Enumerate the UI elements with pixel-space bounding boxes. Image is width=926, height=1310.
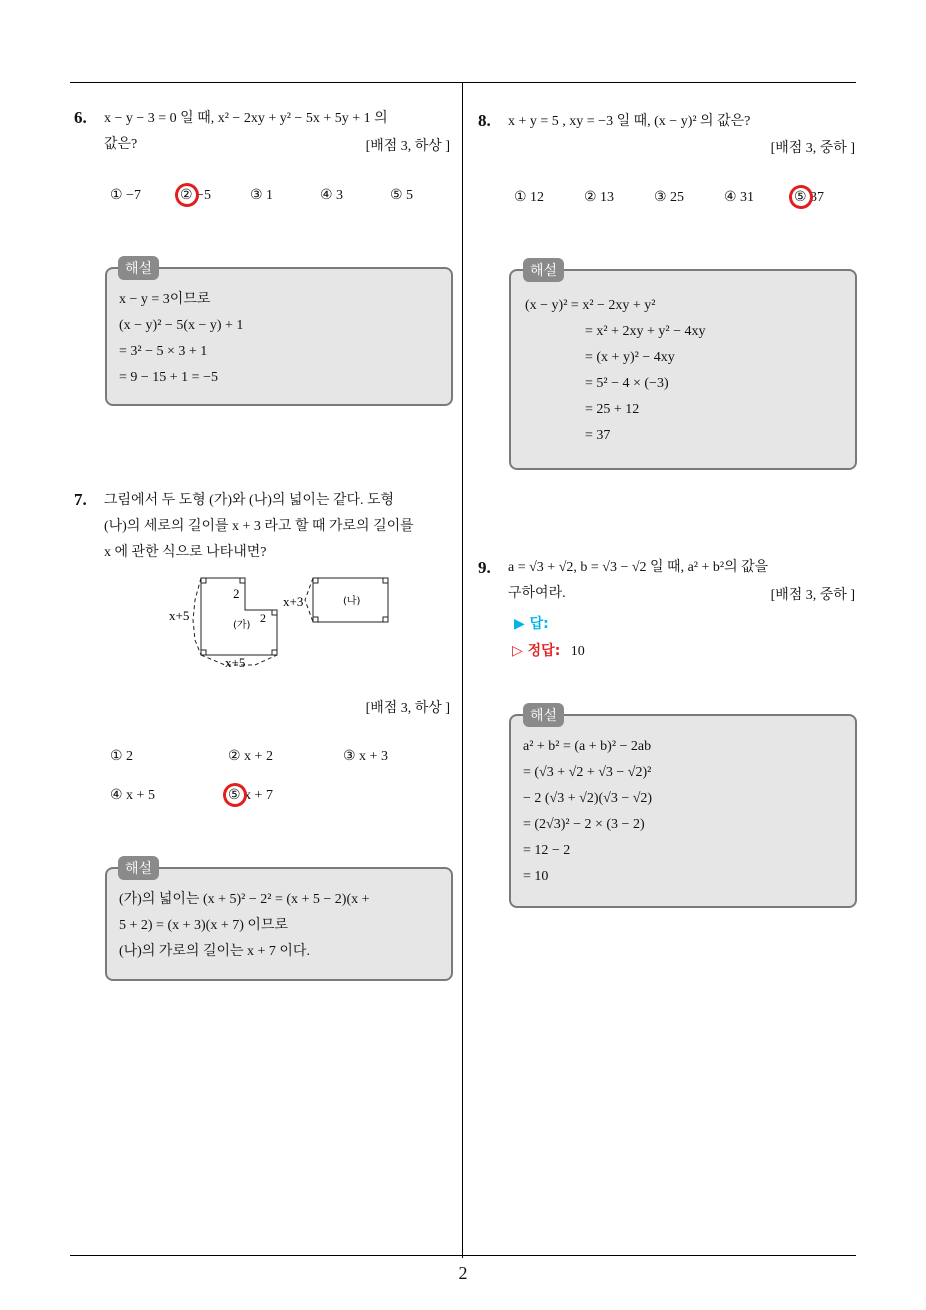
choice-3[interactable]: ③ x + 3: [343, 749, 388, 764]
question-line: x 에 관한 식으로 나타내면?: [104, 545, 267, 560]
solution-box: [509, 714, 857, 908]
solution-lines: [525, 293, 705, 449]
choice-4[interactable]: ④ 31: [724, 190, 755, 205]
question-line: a = √3 + √2, b = √3 − √2 일 때, a² + b²의 값을: [508, 560, 769, 575]
solution-box: [509, 269, 857, 470]
choice-3[interactable]: ③ 25: [654, 190, 685, 205]
solution-line: = 12 − 2: [523, 843, 571, 858]
choice-1[interactable]: ① 12: [514, 190, 545, 205]
choice-4[interactable]: ④ 3: [320, 188, 344, 203]
score-label: [배점 3, 중하 ]: [770, 141, 855, 156]
question-line: x + y = 5 , xy = −3 일 때, (x − y)² 의 값은?: [508, 114, 751, 129]
choice-2[interactable]: ② −5: [180, 188, 211, 203]
score-label: [배점 3, 하상 ]: [365, 701, 450, 716]
solution-line: = 3² − 5 × 3 + 1: [119, 344, 208, 359]
choice-2[interactable]: ② 13: [584, 190, 615, 205]
solution-line: = 37: [585, 428, 611, 443]
top-rule: [70, 82, 856, 83]
notch-label: 2: [233, 586, 240, 601]
solution-line: (나)의 가로의 길이는 x + 7 이다.: [119, 944, 310, 959]
question-text: [104, 488, 454, 566]
solution-lines: [119, 887, 370, 965]
solution-line: − 2 (√3 + √2)(√3 − √2): [523, 791, 653, 806]
question-number: 6.: [74, 108, 87, 127]
left-dimension-arc: [193, 578, 201, 655]
notch-label-2: 2: [260, 611, 266, 625]
question-text: [508, 109, 858, 135]
solution-line: (x − y)² − 5(x − y) + 1: [119, 318, 244, 333]
bottom-rule: [70, 1255, 856, 1256]
selected-answer-mark: [786, 182, 817, 213]
choice-4[interactable]: ④ x + 5: [110, 788, 155, 803]
solution-line: = 10: [523, 869, 549, 884]
solution-label: 해설: [118, 256, 159, 280]
question-line: 구하여라.: [508, 586, 566, 601]
question-line: (나)의 세로의 길이를 x + 3 라고 할 때 가로의 길이를: [104, 519, 414, 534]
solution-label: 해설: [118, 856, 159, 880]
question-line: 값은?: [104, 137, 138, 152]
correct-answer: [512, 640, 585, 660]
solution-box: [105, 867, 453, 981]
choice-1[interactable]: ① −7: [110, 188, 141, 203]
answer-input-label[interactable]: ▶ 답:: [514, 616, 549, 632]
choice-5[interactable]: ⑤ 37: [794, 190, 825, 205]
column-divider: [462, 82, 463, 1258]
question-line: x − y − 3 = 0 일 때, x² − 2xy + y² − 5x + 5y + 1 의: [104, 111, 388, 126]
solution-line: = (2√3)² − 2 × (3 − 2): [523, 817, 645, 832]
height-b-label: x+3: [283, 594, 304, 609]
solution-label: 해설: [523, 703, 564, 727]
shape-a-label: (가): [233, 620, 251, 631]
solution-line: = (√3 + √2 + √3 − √2)²: [523, 765, 652, 780]
selected-answer-mark: [220, 780, 251, 811]
solution-lines: [523, 734, 652, 890]
solution-line: (x − y)² = x² − 2xy + y²: [525, 298, 656, 313]
solution-line: = 25 + 12: [585, 402, 640, 417]
question-number: 9.: [478, 558, 491, 577]
solution-line: 5 + 2) = (x + 3)(x + 7) 이므로: [119, 918, 288, 933]
page-number: 2: [458, 1263, 468, 1283]
choice-1[interactable]: ① 2: [110, 749, 134, 764]
choice-3[interactable]: ③ 1: [250, 188, 274, 203]
solution-label: 해설: [523, 258, 564, 282]
score-label: [배점 3, 하상 ]: [365, 139, 450, 154]
solution-line: = x² + 2xy + y² − 4xy: [585, 324, 706, 339]
shape-b-label: (나): [343, 596, 361, 607]
selected-answer-mark: [172, 180, 203, 211]
correct-answer-value: 10: [570, 644, 585, 659]
question-number: 8.: [478, 111, 491, 130]
area-figure: [165, 570, 400, 675]
question-line: 그림에서 두 도형 (가)와 (나)의 넓이는 같다. 도형: [104, 493, 395, 508]
choice-5[interactable]: ⑤ x + 7: [228, 788, 273, 803]
height-dimension-arc: [305, 578, 313, 622]
solution-line: = 9 − 15 + 1 = −5: [119, 370, 218, 385]
solution-line: (가)의 넓이는 (x + 5)² − 2² = (x + 5 − 2)(x +: [119, 892, 370, 907]
solution-box: [105, 267, 453, 406]
question-number: 7.: [74, 490, 87, 509]
solution-line: x − y = 3이므로: [119, 292, 211, 307]
solution-lines: [119, 287, 243, 391]
score-label: [배점 3, 중하 ]: [770, 588, 855, 603]
choice-2[interactable]: ② x + 2: [228, 749, 273, 764]
left-side-label: x+5: [169, 608, 190, 623]
bottom-label: x+5: [225, 655, 246, 670]
correct-answer-label: ▷ 정답:: [512, 643, 561, 659]
solution-line: a² + b² = (a + b)² − 2ab: [523, 739, 652, 754]
solution-line: = (x + y)² − 4xy: [585, 350, 675, 365]
choice-5[interactable]: ⑤ 5: [390, 188, 414, 203]
solution-line: = 5² − 4 × (−3): [585, 376, 669, 391]
